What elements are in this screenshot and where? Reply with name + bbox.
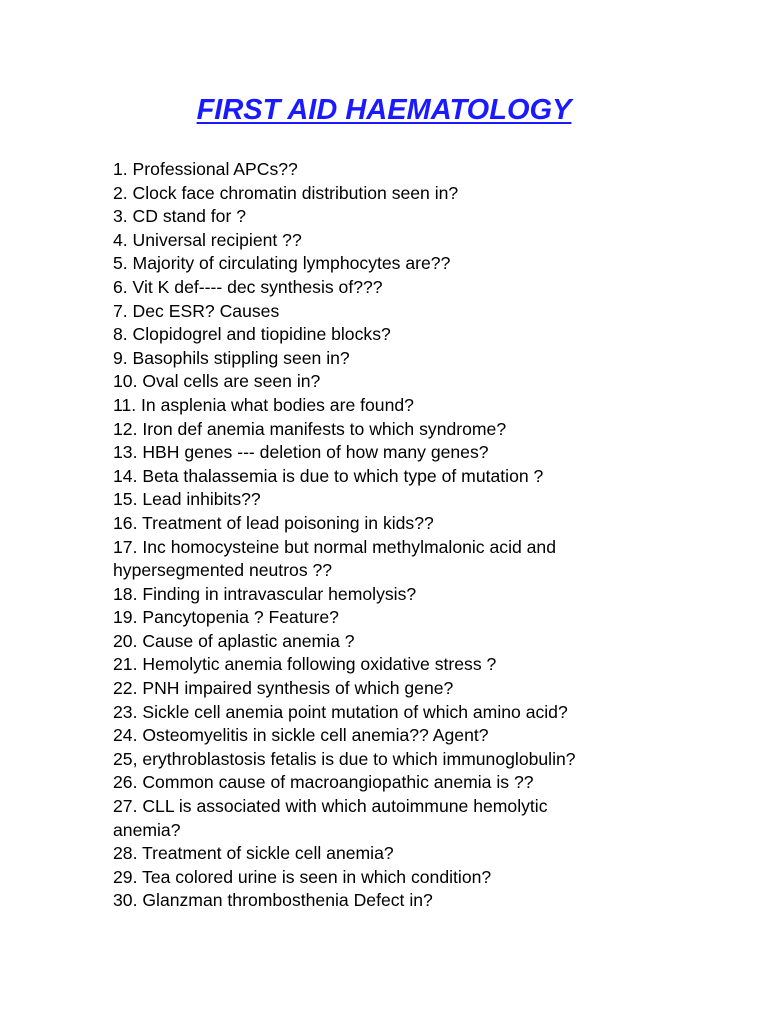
question-line: 29. Tea colored urine is seen in which condition? [113,866,492,887]
question-line: 11. In asplenia what bodies are found? [113,394,414,415]
question-item [113,347,673,371]
question-item [113,441,673,465]
page-title: FIRST AID HAEMATOLOGY [196,94,572,126]
question-item [113,323,673,347]
question-item [113,465,673,489]
question-item [113,748,673,772]
question-item [113,300,673,324]
question-list [113,158,673,913]
question-line: 5. Majority of circulating lymphocytes are?? [113,253,451,274]
question-line: 19. Pancytopenia ? Feature? [113,607,339,628]
question-item [113,229,673,253]
question-line: 23. Sickle cell anemia point mutation of which amino acid? [113,701,568,722]
question-line: 8. Clopidogrel and tiopidine blocks? [113,324,391,345]
question-line: 16. Treatment of lead poisoning in kids?? [113,512,434,533]
question-line: 17. Inc homocysteine but normal methylmalonic acid and [113,536,557,557]
question-line: 22. PNH impaired synthesis of which gene? [113,678,454,699]
question-line: 24. Osteomyelitis in sickle cell anemia?? Agent? [113,725,489,746]
question-item [113,252,673,276]
question-item [113,370,673,394]
question-line: hypersegmented neutros ?? [113,560,333,581]
question-item [113,488,673,512]
question-line: 3. CD stand for ? [113,206,246,227]
question-item [113,795,673,842]
question-item [113,536,673,583]
question-line: 1. Professional APCs?? [113,159,298,179]
question-item [113,182,673,206]
question-line: 27. CLL is associated with which autoimmune hemolytic [113,796,548,817]
question-item [113,276,673,300]
question-line: 14. Beta thalassemia is due to which type of mutation ? [113,465,544,486]
question-line: 28. Treatment of sickle cell anemia? [113,843,394,864]
question-item [113,512,673,536]
question-line: 26. Common cause of macroangiopathic anemia is ?? [113,772,534,793]
question-line: 7. Dec ESR? Causes [113,300,280,321]
question-line: anemia? [113,819,181,840]
question-item [113,418,673,442]
question-line: 6. Vit K def---- dec synthesis of??? [113,276,383,297]
question-line: 25, erythroblastosis fetalis is due to which immunoglobulin? [113,748,576,769]
question-line: 13. HBH genes --- deletion of how many genes? [113,442,489,463]
question-line: 30. Glanzman thrombosthenia Defect in? [113,890,433,911]
question-item [113,771,673,795]
question-item [113,394,673,418]
question-item [113,205,673,229]
question-item [113,677,673,701]
question-line: 2. Clock face chromatin distribution seen in? [113,182,459,203]
question-item [113,158,673,182]
question-item [113,630,673,654]
question-item [113,583,673,607]
question-item [113,653,673,677]
question-line: 12. Iron def anemia manifests to which syndrome? [113,418,507,439]
question-item [113,701,673,725]
question-item [113,842,673,866]
question-item [113,606,673,630]
question-line: 9. Basophils stippling seen in? [113,347,350,368]
question-line: 18. Finding in intravascular hemolysis? [113,583,417,604]
question-item [113,724,673,748]
question-item [113,889,673,913]
question-line: 20. Cause of aplastic anemia ? [113,630,355,651]
question-line: 21. Hemolytic anemia following oxidative stress ? [113,654,497,675]
question-line: 4. Universal recipient ?? [113,229,302,250]
question-line: 15. Lead inhibits?? [113,489,261,510]
question-item [113,866,673,890]
question-line: 10. Oval cells are seen in? [113,371,321,392]
